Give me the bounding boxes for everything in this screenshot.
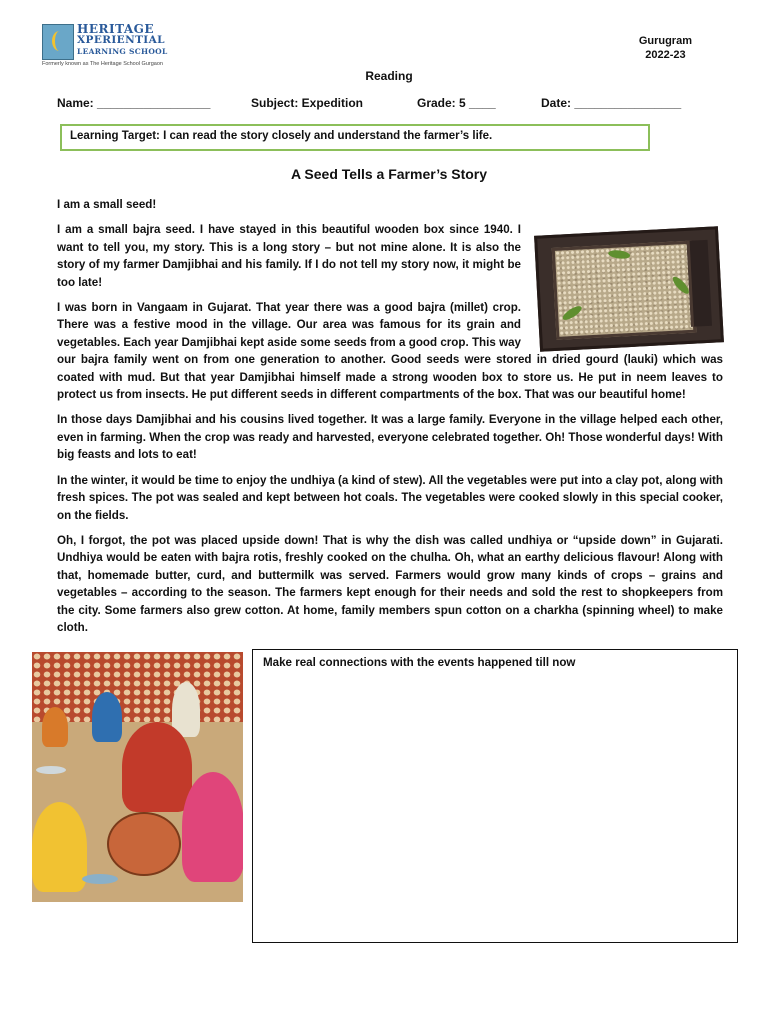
section-heading: Reading: [365, 69, 413, 83]
subject-field: Subject: Expedition: [251, 96, 364, 110]
campus-info: [639, 34, 692, 62]
story-paragraph: I was born in Vangaam in Gujarat. That year there was a good bajra (millet) crop. There was a festive mood in the village. Our area was famous for its grain and vegetables. Each year Damjibhai kept aside some seeds from a good crop. This way our bajra family went on from one generation to another. Good seeds were stored in dried gourd (lauki) which was coated with mud. But that year Damjibhai himself made a strong wooden box to store us. He put in neem leaves to protect us from insects. He put different seeds in different compartments of the box. That was our beautiful home!: [57, 301, 723, 402]
seed-box-photo: [533, 221, 723, 345]
village-feast-illustration: [32, 652, 243, 902]
story-paragraph: I am a small seed!: [57, 198, 157, 211]
story-paragraph: Oh, I forgot, the pot was placed upside down! That is why the dish was called undhiya or “upside down” in Gujarati. Undhiya would be eaten with bajra rotis, freshly cooked on the chulha. Oh, what an earthy delicious flavour! Along with that, homemade butter, curd, and buttermilk was served. Farmers would grow many kinds of crops – grains and vegetables – according to the season. The farmers kept enough for their needs and sold the rest to shopkeepers from the city. Some farmers also grew cotton. At home, family members spun cotton on a charkha (spinning wheel) to make cloth.: [57, 533, 723, 634]
logo-line-1: HERITAGE: [77, 22, 155, 36]
response-prompt: Make real connections with the events happened till now: [263, 656, 576, 669]
logo-line-3: LEARNING SCHOOL: [77, 47, 168, 56]
story-paragraph: In the winter, it would be time to enjoy the undhiya (a kind of stew). All the vegetables were put into a clay pot, along with fresh spices. The pot was sealed and kept between hot coals. The vegetables were cooked slowly in this special cooker, on the fields.: [57, 473, 723, 522]
logo-line-2: XPERIENTIAL: [77, 34, 165, 46]
date-field[interactable]: Date: ________________: [541, 96, 682, 110]
story-body: [57, 196, 723, 644]
school-logo: [42, 24, 192, 70]
learning-target-text: Learning Target: I can read the story closely and understand the farmer’s life.: [70, 130, 493, 142]
campus-name: Gurugram: [638, 35, 692, 47]
logo-tagline: Formerly known as The Heritage School Gurgaon: [42, 61, 163, 67]
learning-target-box: [60, 124, 650, 151]
story-paragraph: In those days Damjibhai and his cousins lived together. It was a large family. Everyone in the village helped each other, even in farming. When the crop was ready and harvested, everyone celebrated together. Oh! Those wonderful days! With big feasts and lots to eat!: [57, 413, 723, 462]
name-field[interactable]: Name: _________________: [57, 96, 211, 110]
response-box[interactable]: [252, 649, 738, 943]
school-emblem-icon: [42, 24, 74, 60]
academic-year: 2022-23: [645, 49, 686, 61]
grade-field[interactable]: Grade: 5 ____: [417, 96, 496, 110]
story-paragraph: I am a small bajra seed. I have stayed in this beautiful wooden box since 1940. I want to tell you, my story. This is a long story – but not mine alone. It is also the story of my farmer Damjibhai and his family. If I do not tell my story now, it might be too late!: [57, 223, 521, 289]
story-title: A Seed Tells a Farmer’s Story: [290, 166, 488, 182]
